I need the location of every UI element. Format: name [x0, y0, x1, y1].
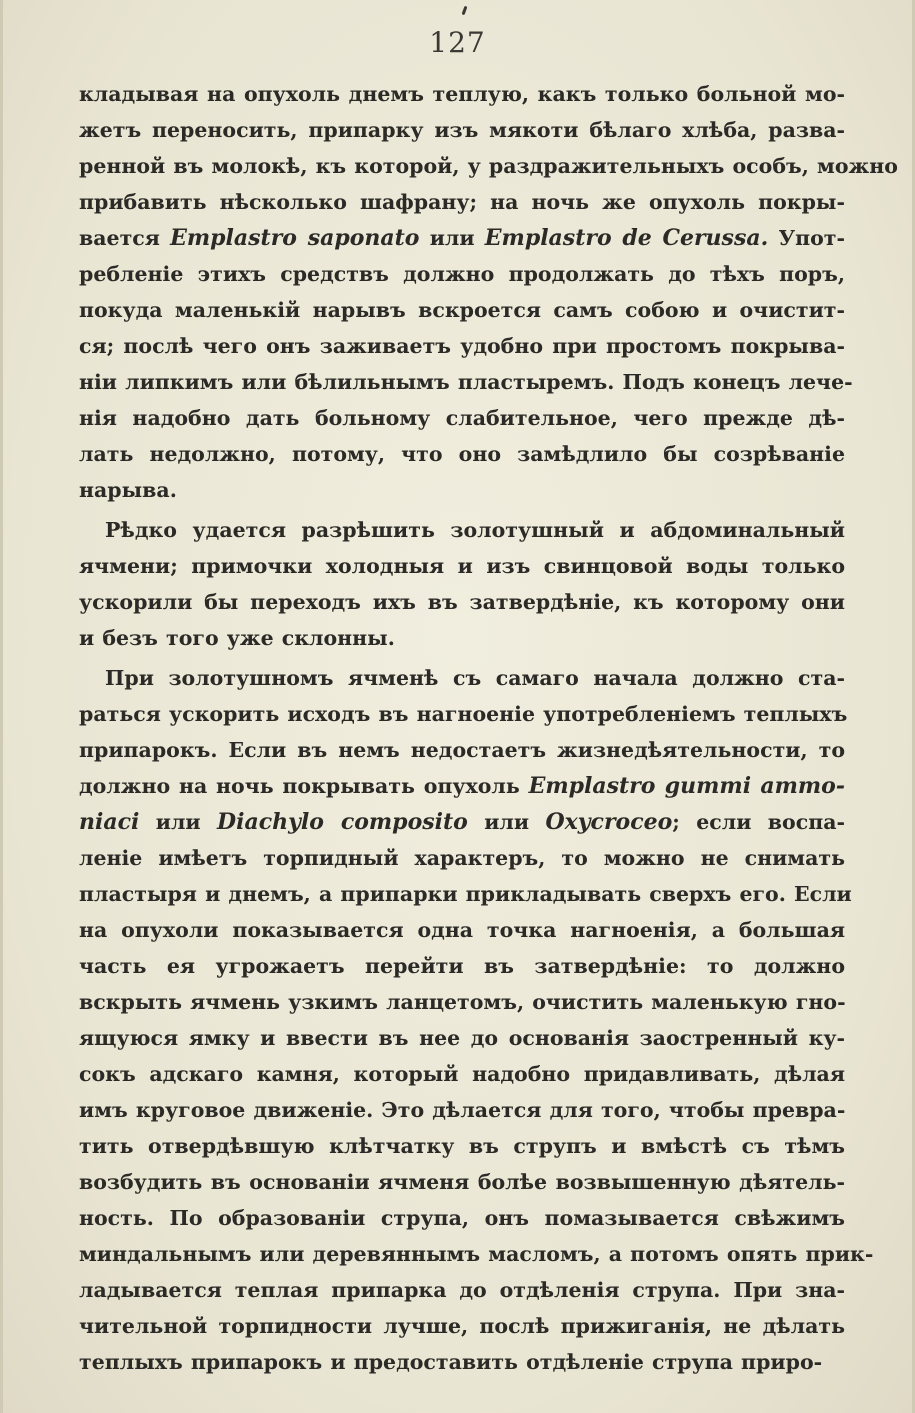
text-line: ренной въ молокѣ, къ которой, у раздражительныхъ особъ, можно: [79, 154, 898, 178]
text-line: Рѣдко удается разрѣшить золотушный и абдоминальный: [105, 518, 845, 542]
paragraph: [79, 660, 874, 1380]
text-line: вается Emplastro saponato или Emplastro de Cerussa. Упот-: [79, 225, 845, 251]
text-line: и безъ того уже склонны.: [79, 626, 395, 650]
paragraph: [79, 512, 845, 656]
text-line: ность. По образованіи струпа, онъ помазывается свѣжимъ: [79, 1206, 845, 1230]
text-line: ребленіе этихъ средствъ должно продолжать до тѣхъ поръ,: [79, 262, 845, 286]
text-line: При золотушномъ ячменѣ съ самаго начала должно ста-: [105, 666, 845, 690]
text-line: жетъ переносить, припарку изъ мякоти бѣлаго хлѣба, разва-: [79, 118, 845, 142]
text-line: niaci или Diachylo composito или Oxycroceo; если воспа-: [79, 809, 846, 835]
paragraph: [79, 76, 898, 508]
ink-speck: [462, 6, 468, 15]
text-line: ящуюся ямку и ввести въ нее до основанія заостренный ку-: [79, 1026, 845, 1050]
text-line: припарокъ. Если въ немъ недостаетъ жизнедѣятельности, то: [79, 738, 845, 762]
text-line: ся; послѣ чего онъ заживаетъ удобно при простомъ покрыва-: [79, 334, 845, 358]
text-line: часть ея угрожаетъ перейти въ затвердѣніе: то должно: [79, 954, 845, 978]
text-line: пластыря и днемъ, а припарки прикладывать сверхъ его. Если: [79, 882, 852, 906]
text-line: ускорили бы переходъ ихъ въ затвердѣніе, къ которому они: [79, 590, 845, 614]
text-line: имъ круговое движеніе. Это дѣлается для того, чтобы превра-: [79, 1098, 846, 1122]
text-line: должно на ночь покрывать опухоль Emplastro gummi ammo-: [79, 773, 845, 799]
text-line: нарыва.: [79, 478, 177, 502]
text-line: лать недолжно, потому, что оно замѣдлило бы созрѣваніе: [79, 442, 845, 466]
text-line: сокъ адскаго камня, который надобно придавливать, дѣлая: [79, 1062, 845, 1086]
text-line: возбудить въ основаніи ячменя болѣе возвышенную дѣятель-: [79, 1170, 845, 1194]
text-line: ячмени; примочки холодныя и изъ свинцовой воды только: [79, 554, 845, 578]
text-line: теплыхъ припарокъ и предоставить отдѣленіе струпа приро-: [79, 1350, 823, 1374]
text-line: кладывая на опухоль днемъ теплую, какъ только больной мо-: [79, 82, 845, 106]
text-line: ніи липкимъ или бѣлильнымъ пластыремъ. Подъ конецъ лече-: [79, 370, 853, 394]
page-number: 127: [429, 26, 486, 59]
body-text: [79, 76, 898, 1380]
text-line: тить отвердѣвшую клѣтчатку въ струпъ и вмѣстѣ съ тѣмъ: [79, 1134, 845, 1158]
text-line: миндальнымъ или деревяннымъ масломъ, а потомъ опять прик-: [79, 1242, 874, 1266]
text-line: прибавить нѣсколько шафрану; на ночь же опухоль покры-: [79, 190, 845, 214]
text-line: чительной торпидности лучше, послѣ прижиганія, не дѣлать: [79, 1314, 845, 1338]
text-line: покуда маленькій нарывъ вскроется самъ собою и очистит-: [79, 298, 845, 322]
text-line: ладывается теплая припарка до отдѣленія струпа. При зна-: [79, 1278, 845, 1302]
text-line: нія надобно дать больному слабительное, чего прежде дѣ-: [79, 406, 845, 430]
text-line: леніе имѣетъ торпидный характеръ, то можно не снимать: [79, 846, 845, 870]
text-line: на опухоли показывается одна точка нагноенія, а большая: [79, 918, 845, 942]
text-line: вскрыть ячмень узкимъ ланцетомъ, очистить маленькую гно-: [79, 990, 846, 1014]
text-line: раться ускорить исходъ въ нагноеніе употребленіемъ теплыхъ: [79, 702, 848, 726]
